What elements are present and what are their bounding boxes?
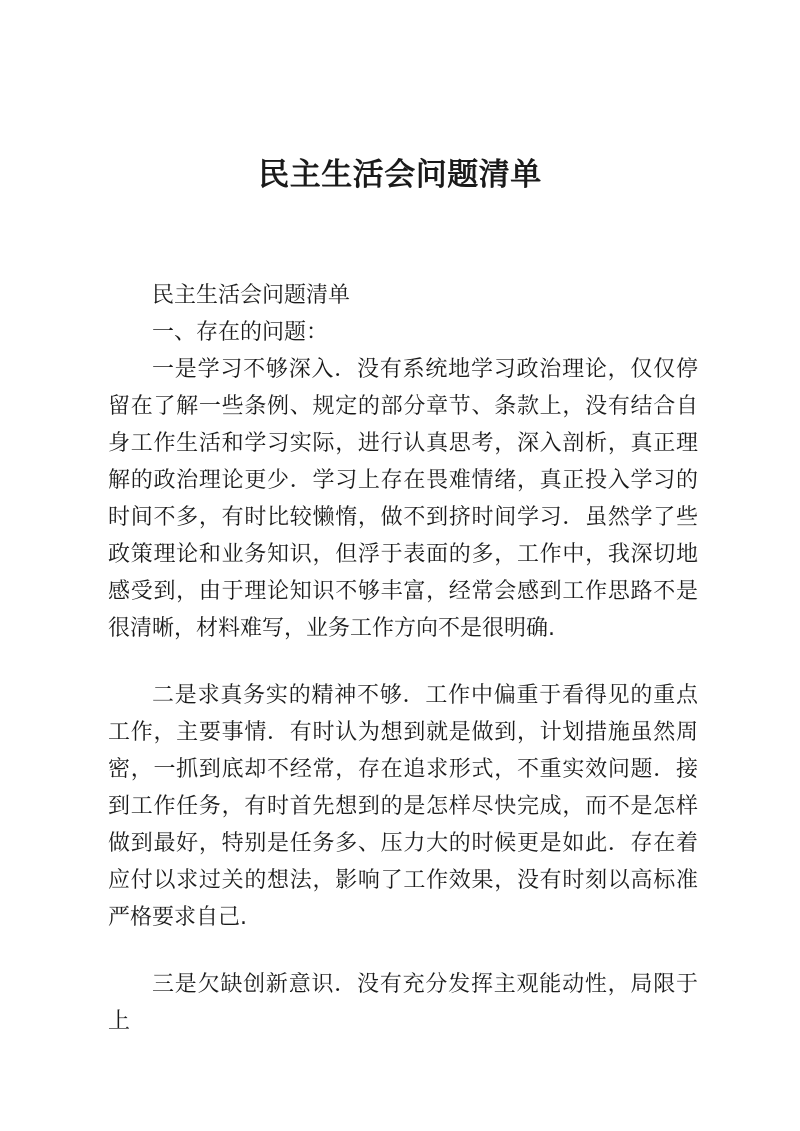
- section-heading: 一、存在的问题：: [152, 320, 329, 345]
- document-title: 民主生活会问题清单: [258, 157, 542, 193]
- paragraph-innovation: 三是欠缺创新意识．没有充分发挥主观能动性，局限于上: [108, 972, 698, 1034]
- document-body: [108, 277, 698, 1040]
- paragraph-study: 一是学习不够深入．没有系统地学习政治理论，仅仅停留在了解一些条例、规定的部分章节、条款上，没有结合自身工作生活和学习实际，进行认真思考，深入剖析，真正理解的政治理论更少．学习上存在畏难情绪，真正投入学习的时间不多，有时比较懒惰，做不到挤时间学习．虽然学了些政策理论和业务知识，但浮于表面的多，工作中，我深切地感受到，由于理论知识不够丰富，经常会感到工作思路不是很清晰，材料难写，业务工作方向不是很明确.: [108, 357, 698, 641]
- paragraph-pragmatism: 二是求真务实的精神不够．工作中偏重于看得见的重点工作，主要事情．有时认为想到就是做到，计划措施虽然周密，一抓到底却不经常，存在追求形式，不重实效问题．接到工作任务，有时首先想到的是怎样尽快完成，而不是怎样做到最好，特别是任务多、压力大的时候更是如此．存在着应付以求过关的想法，影响了工作效果，没有时刻以高标准严格要求自己.: [108, 683, 698, 930]
- body-heading: 民主生活会问题清单: [152, 283, 351, 308]
